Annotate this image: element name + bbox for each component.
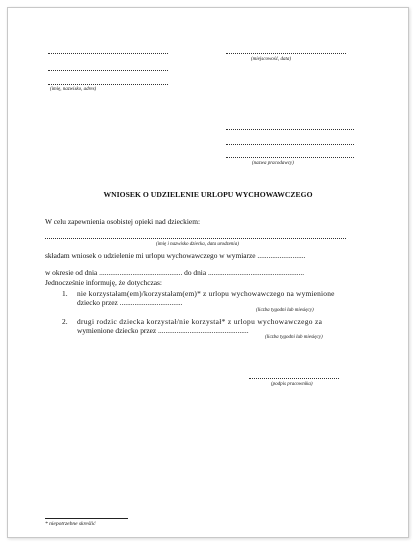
intro-text: W celu zapewnienia osobistej opieki nad dzieckiem: (45, 217, 201, 226)
footnote-rule (45, 518, 128, 519)
document-title: WNIOSEK O UDZIELENIE URLOPU WYCHOWAWCZEGO (103, 190, 313, 199)
employer-line-1 (226, 129, 354, 130)
item-1-number: 1. (62, 289, 68, 298)
place-date-line (226, 53, 346, 54)
signature-caption: (podpis pracownika) (271, 382, 313, 387)
signature-line (249, 378, 339, 379)
item-2-number: 2. (62, 317, 68, 326)
child-line (45, 238, 346, 239)
document-page (7, 7, 409, 538)
item-2-caption: (liczba tygodni lub miesięcy) (265, 335, 323, 340)
item-1-line-2: dziecko przez .................................. (77, 298, 183, 307)
employer-caption: (nazwa pracodawcy) (252, 161, 294, 166)
employer-line-2 (226, 144, 354, 145)
child-caption: (imię i nazwisko dziecka, data urodzenia) (156, 242, 239, 247)
place-date-caption: (miejscowość, data) (251, 57, 291, 62)
applicant-line-1 (48, 53, 168, 54)
applicant-caption: (imię, nazwisko, adres) (50, 87, 97, 92)
employer-line-3 (226, 157, 354, 158)
item-2-line-1: drugi rodzic dziecka korzystał/nie korzystał* z urlopu wychowawczego za (77, 317, 323, 326)
item-1-line-1: nie korzystałam(em)/korzystałam(em)* z urlopu wychowawczego na wymienione (77, 289, 335, 298)
info-intro: Jednocześnie informuję, że dotychczas: (45, 278, 162, 287)
applicant-line-3 (48, 84, 168, 85)
item-2-line-2: wymienione dziecko przez ................................................. (77, 326, 249, 335)
item-1-caption: (liczba tygodni lub miesięcy) (256, 308, 314, 313)
request-line: składam wniosek o udzielenie mi urlopu wychowawczego w wymiarze .......................... (45, 251, 306, 260)
footnote: * niepotrzebne skreślić (45, 521, 96, 527)
applicant-line-2 (48, 70, 168, 71)
period-line: w okresie od dnia ............................................. do dnia .................................................... (45, 268, 305, 277)
